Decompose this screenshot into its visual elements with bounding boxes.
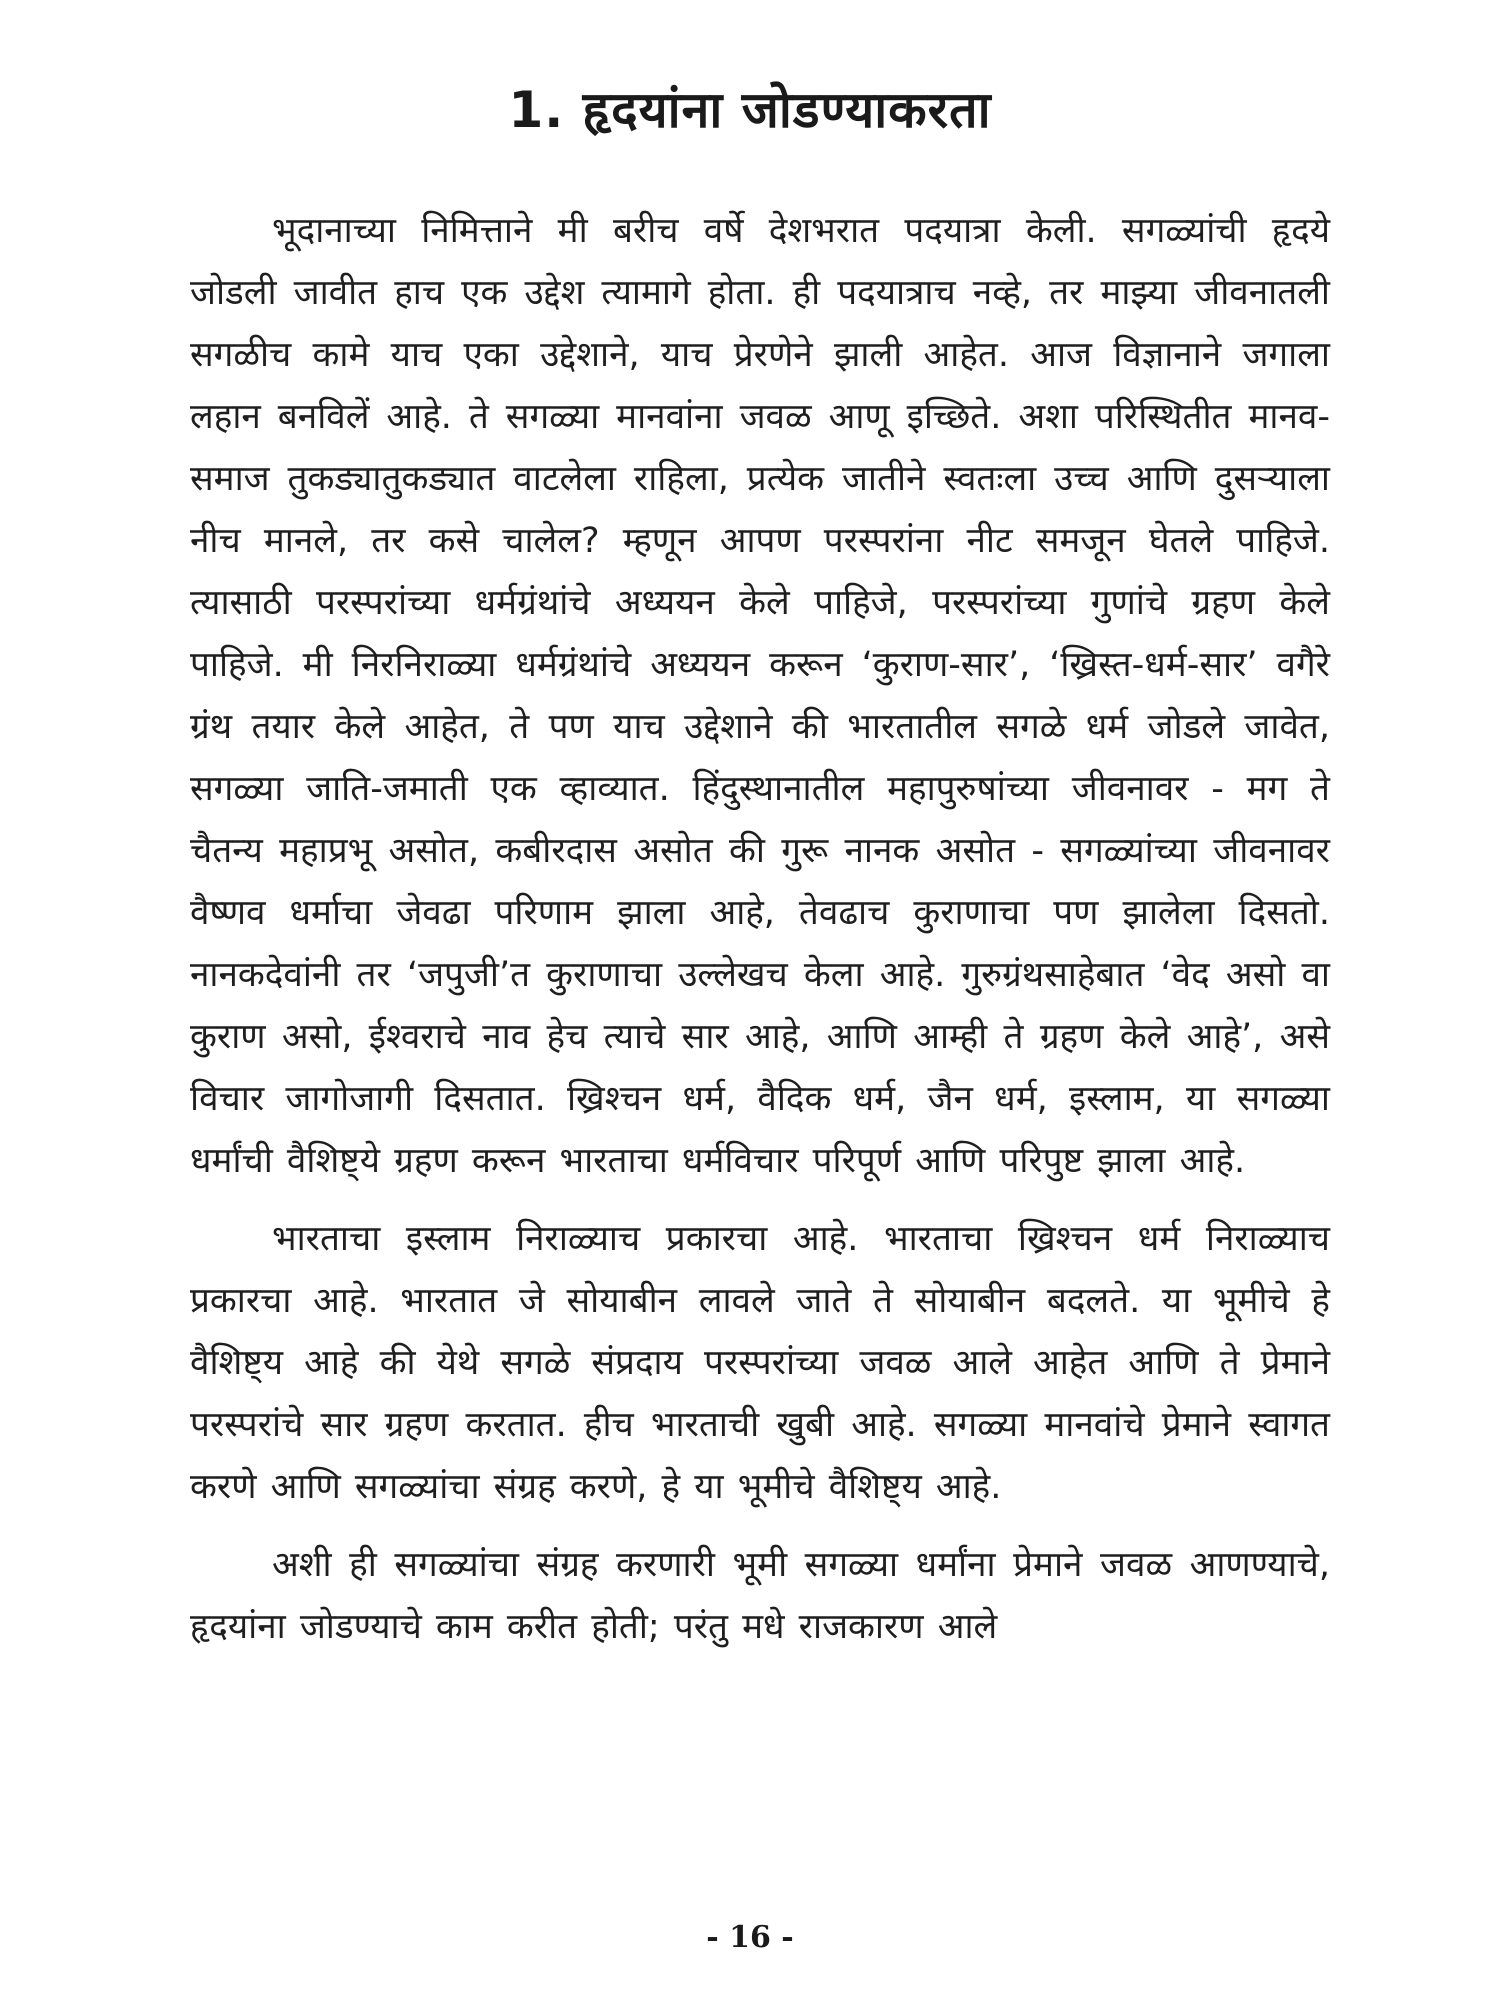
paragraph-1: भूदानाच्या निमित्ताने मी बरीच वर्षे देशभरात पदयात्रा केली. सगळ्यांची हृदये जोडली जावीत हाच एक उद्देश त्यामागे होता. ही पदयात्राच नव्हे, तर माझ्या जीवनातली सगळीच कामे याच एका उद्देशाने, याच प्रेरणेने झाली आहेत. आज विज्ञानाने जगाला लहान बनविलें आहे. ते सगळ्या मानवांना जवळ आणू इच्छिते. अशा परिस्थितीत मानव-समाज तुकड्यातुकड्यात वाटलेला राहिला, प्रत्येक जातीने स्वतःला उच्च आणि दुसऱ्याला नीच मानले, तर कसे चालेल? म्हणून आपण परस्परांना नीट समजून घेतले पाहिजे. त्यासाठी परस्परांच्या धर्मग्रंथांचे अध्ययन केले पाहिजे, परस्परांच्या गुणांचे ग्रहण केले पाहिजे. मी निरनिराळ्या धर्मग्रंथांचे अध्ययन करून ‘कुराण-सार’, ‘ख्रिस्त-धर्म-सार’ वगैरे ग्रंथ तयार केले आहेत, ते पण याच उद्देशाने की भारतातील सगळे धर्म जोडले जावेत, सगळ्या जाति-जमाती एक व्हाव्यात. हिंदुस्थानातील महापुरुषांच्या जीवनावर - मग ते चैतन्य महाप्रभू असोत, कबीरदास असोत की गुरू नानक असोत - सगळ्यांच्या जीवनावर वैष्णव धर्माचा जेवढा परिणाम झाला आहे, तेवढाच कुराणाचा पण झालेला दिसतो. नानकदेवांनी तर ‘जपुजी’त कुराणाचा उल्लेखच केला आहे. गुरुग्रंथसाहेबात ‘वेद असो वा कुराण असो, ईश्वराचे नाव हेच त्याचे सार आहे, आणि आम्ही ते ग्रहण केले आहे’, असे विचार जागोजागी दिसतात. ख्रिश्चन धर्म, वैदिक धर्म, जैन धर्म, इस्लाम, या सगळ्या धर्मांची वैशिष्ट्ये ग्रहण करून भारताचा धर्मविचार परिपूर्ण आणि परिपुष्ट झाला आहे. [190, 211, 1330, 1181]
page-number: - 16 - [706, 1920, 794, 1955]
chapter-title: 1. हृदयांना जोडण्याकरता [508, 81, 992, 139]
paragraph-3: अशी ही सगळ्यांचा संग्रह करणारी भूमी सगळ्या धर्मांना प्रेमाने जवळ आणण्याचे, हृदयांना जोडण्याचे काम करीत होती; परंतु मधे राजकारण आले [190, 1545, 1330, 1647]
paragraph-2: भारताचा इस्लाम निराळ्याच प्रकारचा आहे. भारताचा ख्रिश्चन धर्म निराळ्याच प्रकारचा आहे. भारतात जे सोयाबीन लावले जाते ते सोयाबीन बदलते. या भूमीचे हे वैशिष्ट्य आहे की येथे सगळे संप्रदाय परस्परांच्या जवळ आले आहेत आणि ते प्रेमाने परस्परांचे सार ग्रहण करतात. हीच भारताची खुबी आहे. सगळ्या मानवांचे प्रेमाने स्वागत करणे आणि सगळ्यांचा संग्रह करणे, हे या भूमीचे वैशिष्ट्य आहे. [190, 1219, 1330, 1507]
body-text [190, 200, 1330, 1658]
